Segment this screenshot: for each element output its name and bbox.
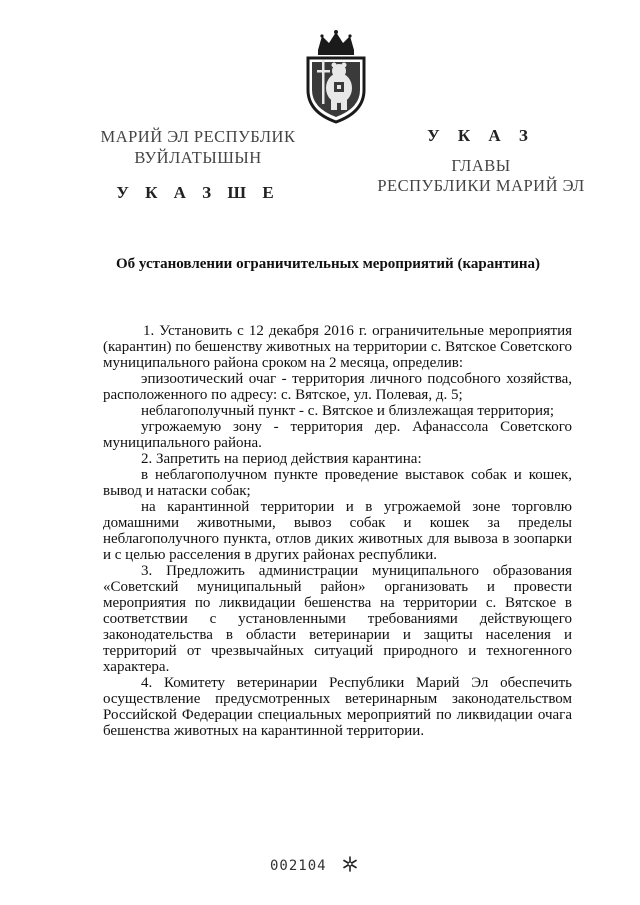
paragraph-2: эпизоотический очаг - территория личного подсобного хозяйства, расположенного по адресу: с. Вятское, ул. Полевая, д. 5; — [103, 371, 572, 403]
header-left — [100, 127, 296, 203]
document-number: 002104 — [270, 858, 327, 874]
header-left-line1: МАРИЙ ЭЛ РЕСПУБЛИК — [100, 127, 296, 146]
paragraph-3: неблагополучный пункт - с. Вятское и близлежащая территория; — [141, 403, 555, 419]
header-right — [365, 126, 597, 196]
document-body — [103, 323, 572, 739]
coat-of-arms-icon — [304, 30, 368, 124]
snowflake-mark-icon — [342, 856, 358, 872]
paragraph-9: 4. Комитету ветеринарии Республики Марий Эл обеспечить осуществление предусмотренных ветеринарным законодательством Российской Федерации специальных мероприятий по ликвидации очага бешенства животных на карантинной территории. — [103, 675, 572, 739]
header-left-line3: У К А З Ш Е — [116, 183, 280, 202]
paragraph-6: в неблагополучном пункте проведение выставок собак и кошек, вывод и натаски собак; — [103, 467, 572, 499]
document-title: Об установлении ограничительных мероприятий (карантина) — [115, 256, 540, 272]
paragraph-4: угрожаемую зону - территория дер. Афанассола Советского муниципального района. — [103, 419, 572, 451]
header-right-line1: У К А З — [427, 126, 535, 145]
header-right-line2: ГЛАВЫ — [451, 156, 511, 175]
header-left-line2: ВУЙЛАТЫШЫН — [134, 148, 262, 167]
paragraph-5: 2. Запретить на период действия карантина: — [141, 451, 422, 467]
header-right-line3: РЕСПУБЛИКИ МАРИЙ ЭЛ — [377, 176, 585, 195]
paragraph-8: 3. Предложить администрации муниципального образования «Советский муниципальный район» организовать и провести мероприятия по ликвидации бешенства на территории с. Вятское в соответствии с установленными требованиями действующего законодательства в области ветеринарии и защиты населения и территорий от чрезвычайных ситуаций природного и техногенного характера. — [103, 563, 572, 675]
paragraph-7: на карантинной территории и в угрожаемой зоне торговлю домашними животными, вывоз собак и кошек за пределы неблагополучного пункта, отлов диких животных для вывоза в зоопарки и с целью расселения в других районах республики. — [103, 499, 572, 563]
paragraph-1: 1. Установить с 12 декабря 2016 г. ограничительные мероприятия (карантин) по бешенству животных на территории с. Вятское Советского муниципального района сроком на 2 месяца, определив: — [103, 323, 572, 371]
